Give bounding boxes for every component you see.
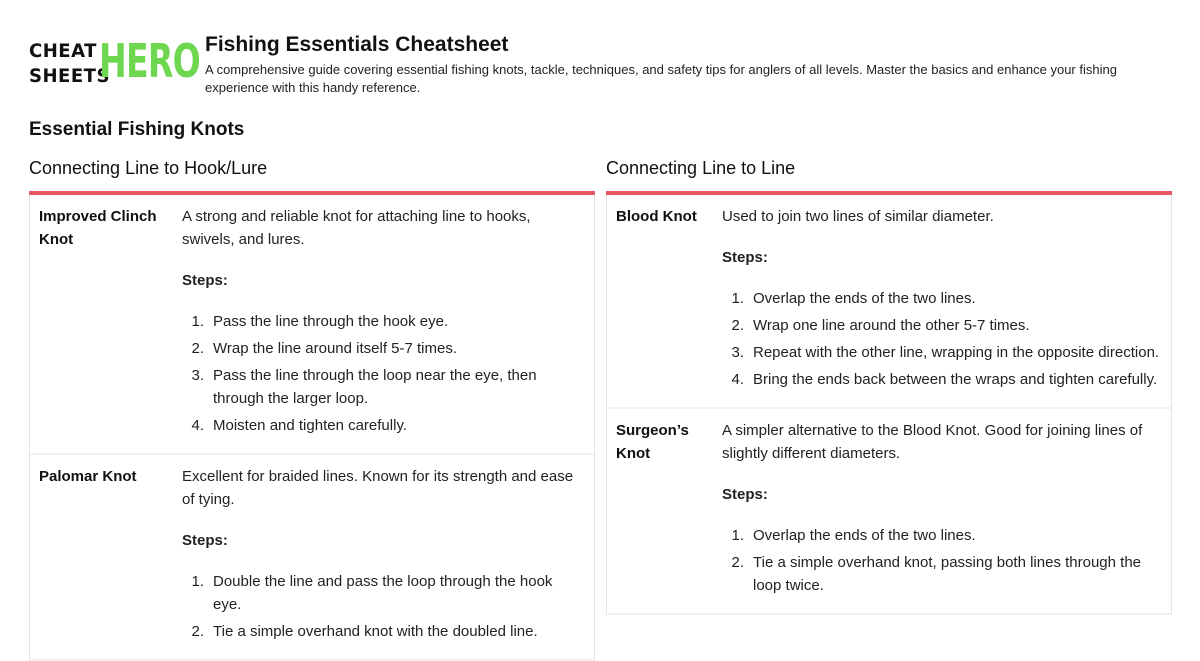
logo-word-sheets: SHEETS bbox=[29, 65, 110, 87]
knot-name: Blood Knot bbox=[616, 208, 697, 225]
step-item: 2. Tie a simple overhand knot with the doubled line. bbox=[182, 620, 584, 643]
step-item: 4. Moisten and tighten carefully. bbox=[182, 414, 584, 437]
cheatsheets-hero-logo[interactable] bbox=[29, 33, 201, 93]
column-heading: Connecting Line to Line bbox=[606, 158, 796, 178]
steps-label: Steps: bbox=[182, 272, 228, 289]
steps-label: Steps: bbox=[182, 532, 228, 549]
knot-description: A strong and reliable knot for attaching line to hooks, swivels, and lures. bbox=[182, 208, 531, 248]
step-text: Wrap the line around itself 5-7 times. bbox=[213, 340, 458, 357]
header-text bbox=[205, 33, 1175, 97]
steps-list bbox=[722, 524, 1161, 597]
step-item: 1. Overlap the ends of the two lines. bbox=[722, 287, 1159, 310]
knot-name: Improved Clinch Knot bbox=[39, 208, 157, 248]
knot-details bbox=[182, 205, 594, 441]
step-item: 2. Wrap one line around the other 5-7 times. bbox=[722, 314, 1159, 337]
step-item: 3. Repeat with the other line, wrapping in the opposite direction. bbox=[722, 341, 1159, 364]
step-text: Pass the line through the loop near the eye, then through the larger loop. bbox=[213, 367, 537, 407]
step-item: 1. Double the line and pass the loop through the hook eye. bbox=[182, 570, 584, 616]
steps-list bbox=[182, 310, 584, 437]
steps-list bbox=[722, 287, 1159, 391]
step-text: Overlap the ends of the two lines. bbox=[753, 290, 976, 307]
step-text: Tie a simple overhand knot with the doubled line. bbox=[213, 623, 538, 640]
step-text: Pass the line through the hook eye. bbox=[213, 313, 449, 330]
page-subtitle: A comprehensive guide covering essential fishing knots, tackle, techniques, and safety tips for anglers of all levels. Master the basics and enhance your fishing experience with this handy reference. bbox=[205, 62, 1117, 95]
column-heading: Connecting Line to Hook/Lure bbox=[29, 158, 268, 178]
table-row bbox=[30, 455, 594, 661]
step-item: 2. Wrap the line around itself 5-7 times. bbox=[182, 337, 584, 360]
step-text: Moisten and tighten carefully. bbox=[213, 417, 407, 434]
step-item: 3. Pass the line through the loop near the eye, then through the larger loop. bbox=[182, 364, 584, 410]
section-title: Essential Fishing Knots bbox=[29, 119, 245, 140]
table-row bbox=[607, 409, 1171, 615]
logo-word-hero: HERO bbox=[99, 34, 201, 88]
step-text: Repeat with the other line, wrapping in the opposite direction. bbox=[753, 344, 1160, 361]
knot-table bbox=[606, 195, 1172, 615]
step-text: Wrap one line around the other 5-7 times. bbox=[753, 317, 1030, 334]
steps-list bbox=[182, 570, 584, 643]
steps-label: Steps: bbox=[722, 486, 768, 503]
knot-description: Excellent for braided lines. Known for its strength and ease of tying. bbox=[182, 468, 574, 508]
step-item: 1. Pass the line through the hook eye. bbox=[182, 310, 584, 333]
table-row bbox=[607, 195, 1171, 409]
table-row bbox=[30, 195, 594, 455]
knot-table bbox=[29, 195, 595, 661]
step-text: Bring the ends back between the wraps and tighten carefully. bbox=[753, 371, 1158, 388]
knot-details bbox=[722, 419, 1171, 601]
page-header bbox=[29, 33, 1180, 97]
column-line-to-hook bbox=[29, 155, 595, 661]
knot-details bbox=[182, 465, 594, 647]
knot-details bbox=[722, 205, 1169, 395]
steps-label: Steps: bbox=[722, 249, 768, 266]
knot-name: Surgeon’s Knot bbox=[616, 422, 689, 462]
step-text: Tie a simple overhand knot, passing both lines through the loop twice. bbox=[753, 554, 1142, 594]
page-title: Fishing Essentials Cheatsheet bbox=[205, 33, 509, 56]
logo-word-cheat: CHEAT bbox=[29, 40, 97, 62]
knot-description: A simpler alternative to the Blood Knot. Good for joining lines of slightly different diameters. bbox=[722, 422, 1143, 462]
step-item: 2. Tie a simple overhand knot, passing both lines through the loop twice. bbox=[722, 551, 1161, 597]
knot-name: Palomar Knot bbox=[39, 468, 137, 485]
step-text: Double the line and pass the loop through the hook eye. bbox=[213, 573, 553, 613]
column-line-to-line bbox=[606, 155, 1172, 615]
knot-description: Used to join two lines of similar diameter. bbox=[722, 208, 994, 225]
step-item: 1. Overlap the ends of the two lines. bbox=[722, 524, 1161, 547]
step-text: Overlap the ends of the two lines. bbox=[753, 527, 976, 544]
step-item: 4. Bring the ends back between the wraps and tighten carefully. bbox=[722, 368, 1159, 391]
